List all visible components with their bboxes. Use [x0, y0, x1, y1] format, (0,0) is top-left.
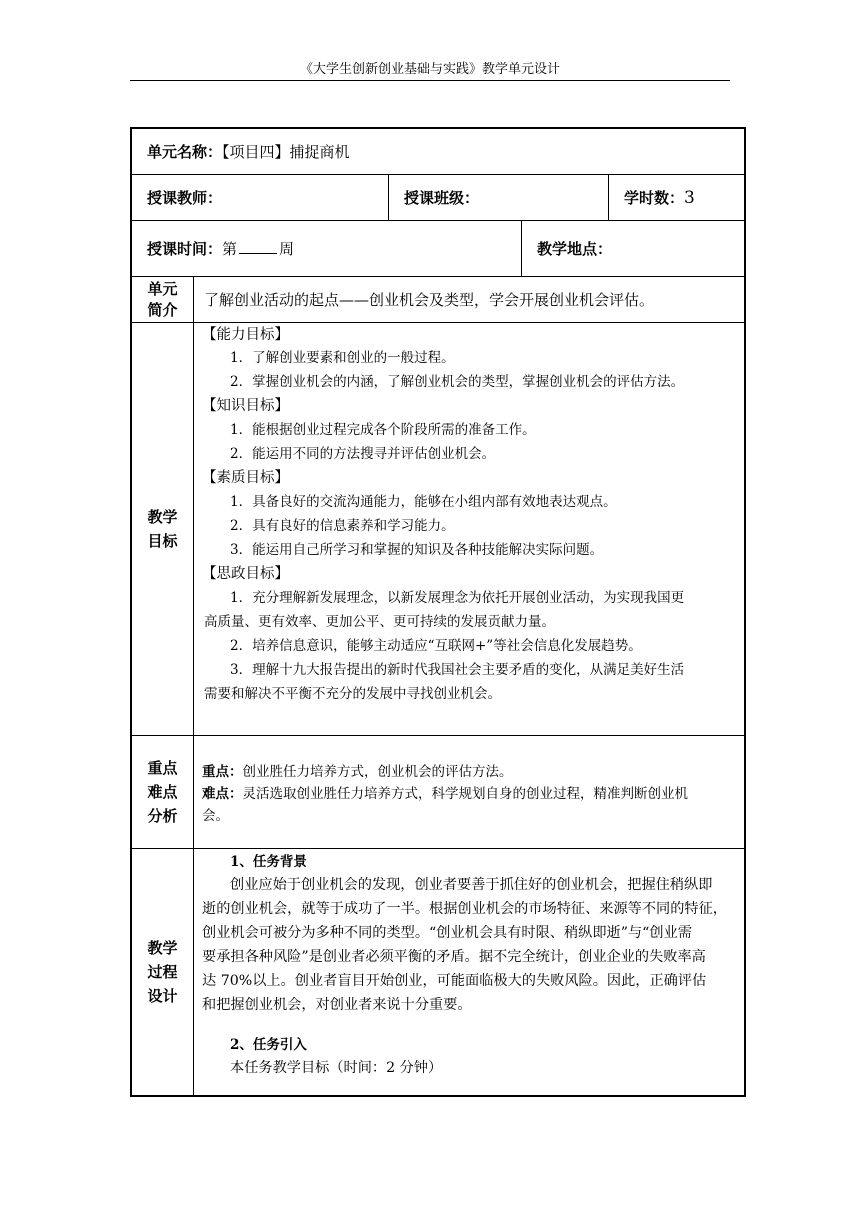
keypoints-label: 重点难点分析	[147, 759, 178, 825]
unit-design-table	[130, 127, 746, 1097]
process-row	[132, 849, 744, 1095]
unit-name-label: 单元名称：	[147, 143, 223, 161]
background-paragraph-line: 达 70%以上。创业者盲目开始创业，可能面临极大的失败风险。因此，正确评估	[202, 973, 707, 989]
place-label: 教学地点：	[537, 240, 613, 258]
unit-name-cell	[147, 141, 350, 163]
objectives-row	[132, 323, 744, 736]
process-content	[194, 849, 744, 1095]
objective-heading: 【素质目标】	[202, 470, 289, 486]
objective-heading: 【能力目标】	[202, 327, 289, 343]
intro-divider	[193, 277, 194, 322]
time-row	[132, 221, 744, 277]
keypoints-content	[194, 736, 744, 848]
keypoints-label-cell	[132, 736, 193, 848]
intro-row	[132, 277, 744, 323]
objectives-content	[194, 323, 744, 735]
key-point-line	[202, 762, 513, 782]
background-paragraph-line: 创业应始于创业机会的发现，创业者要善于抓住好的创业机会，把握住稍纵即	[230, 877, 713, 893]
week-blank	[239, 239, 277, 254]
keypoints-row	[132, 736, 744, 849]
intro-label: 单元简介	[147, 279, 178, 319]
teacher-label: 授课教师：	[147, 189, 223, 207]
objective-item: 2．具有良好的信息素养和学习能力。	[230, 518, 455, 534]
objective-item: 3．理解十九大报告提出的新时代我国社会主要矛盾的变化，从满足美好生活	[230, 662, 685, 678]
time-cell	[147, 238, 294, 260]
background-paragraph-line: 逝的创业机会，就等于成功了一半。根据创业机会的市场特征、来源等不同的特征，	[202, 901, 727, 917]
task-intro-heading: 2、任务引入	[230, 1037, 307, 1053]
class-label: 授课班级：	[404, 189, 480, 207]
intro-label-cell	[132, 277, 193, 322]
task-background-heading: 1、任务背景	[230, 854, 307, 870]
objective-item: 2．能运用不同的方法搜寻并评估创业机会。	[230, 446, 496, 462]
difficult-point-line	[202, 784, 688, 804]
process-label-cell	[132, 849, 193, 1095]
week-suffix: 周	[279, 240, 295, 258]
objective-item: 高质量、更有效率、更加公平、更可持续的发展贡献力量。	[204, 614, 555, 630]
teacher-row	[132, 175, 744, 221]
key-point-label: 重点：	[202, 764, 243, 780]
objective-item: 1．能根据创业过程完成各个阶段所需的准备工作。	[230, 422, 536, 438]
objective-item: 2．掌握创业机会的内涵，了解创业机会的类型，掌握创业机会的评估方法。	[230, 374, 685, 390]
difficult-point-label: 难点：	[202, 786, 243, 802]
background-paragraph-line: 创业机会可被分为多种不同的类型。“创业机会具有时限、稍纵即逝”与“创业需	[202, 925, 692, 941]
objective-heading: 【知识目标】	[202, 398, 289, 414]
objective-heading: 【思政目标】	[202, 566, 289, 582]
objective-item: 2．培养信息意识，能够主动适应“互联网+”等社会信息化发展趋势。	[230, 638, 642, 654]
background-paragraph-line: 要承担各种风险”是创业者必须平衡的矛盾。据不完全统计，创业企业的失败率高	[202, 949, 706, 965]
hours-label: 学时数：	[624, 189, 685, 207]
unit-name-row	[132, 129, 744, 175]
objectives-label: 教学目标	[147, 508, 178, 550]
objectives-label-cell	[132, 323, 193, 735]
objective-item: 需要和解决不平衡不充分的发展中寻找创业机会。	[204, 686, 501, 702]
time-row-divider	[521, 221, 522, 276]
key-point-text: 创业胜任力培养方式，创业机会的评估方法。	[242, 764, 513, 780]
intro-text: 了解创业活动的起点——创业机会及类型，学会开展创业机会评估。	[204, 291, 655, 309]
teacher-row-divider-2	[608, 175, 609, 220]
unit-name-value: 【项目四】捕捉商机	[222, 143, 350, 161]
task-intro-line: 本任务教学目标（时间：2 分钟）	[230, 1060, 443, 1076]
hours-cell	[624, 187, 695, 209]
header-rule	[130, 80, 730, 81]
process-label: 教学过程设计	[147, 939, 178, 1005]
week-prefix: 第	[222, 240, 238, 258]
objective-item: 3．能运用自己所学习和掌握的知识及各种技能解决实际问题。	[230, 542, 604, 558]
objective-item: 1．充分理解新发展理念，以新发展理念为依托开展创业活动，为实现我国更	[230, 590, 685, 606]
difficult-point-text: 灵活选取创业胜任力培养方式，科学规划自身的创业过程，精准判断创业机	[242, 786, 688, 802]
page-header: 《大学生创新创业基础与实践》教学单元设计	[299, 62, 560, 77]
time-label: 授课时间：	[147, 240, 223, 258]
difficult-point-continued: 会。	[202, 808, 229, 824]
background-paragraph-line: 和把握创业机会，对创业者来说十分重要。	[202, 997, 472, 1013]
hours-value: 3	[684, 188, 695, 208]
objective-item: 1．了解创业要素和创业的一般过程。	[230, 350, 455, 366]
teacher-row-divider-1	[388, 175, 389, 220]
objective-item: 1．具备良好的交流沟通能力，能够在小组内部有效地表达观点。	[230, 494, 617, 510]
